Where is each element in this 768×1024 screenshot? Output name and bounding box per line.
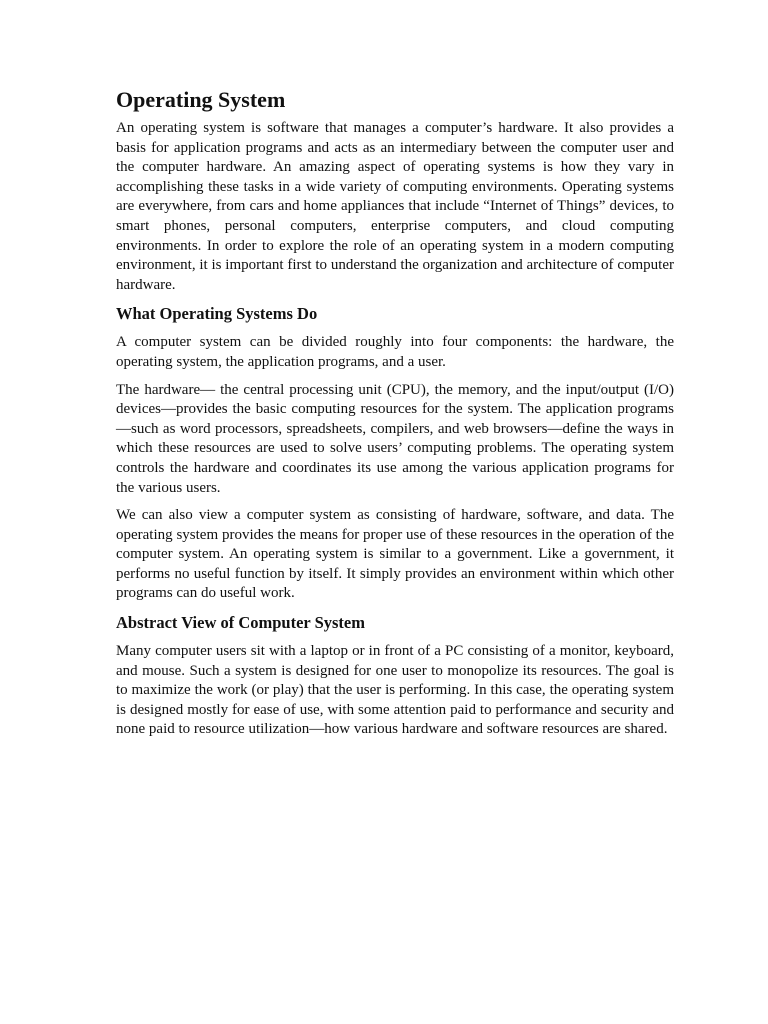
section-heading-what-os-do: What Operating Systems Do: [116, 304, 318, 324]
page-title: Operating System: [116, 87, 286, 112]
intro-paragraph: An operating system is software that manages a computer’s hardware. It also provides a basis for application programs and acts as an intermediary between the computer user and the computer hardware. An amazing aspect of operating systems is how they vary in accomplishing these tasks in a wide variety of computing environments. Operating systems are everywhere, from cars and home appliances that include “Internet of Things” devices, to smart phones, personal computers, enterprise computers, and cloud computing environments. In order to explore the role of an operating system in a modern computing environment, it is important first to understand the organization and architecture of computer hardware.: [116, 120, 674, 293]
section-heading-abstract-view: Abstract View of Computer System: [116, 613, 365, 633]
document-body: [116, 86, 674, 748]
paragraph-single-user-pc: Many computer users sit with a laptop or in front of a PC consisting of a monitor, keyboard, and mouse. Such a system is designed for one user to monopolize its resources. The goal is to maximize the work (or play) that the user is performing. In this case, the operating system is designed mostly for ease of use, with some attention paid to performance and security and none paid to resource utilization—how various hardware and software resources are shared.: [116, 643, 674, 738]
paragraph-government-analogy: We can also view a computer system as consisting of hardware, software, and data. The operating system provides the means for proper use of these resources in the operation of the computer system. An operating system is similar to a government. Like a government, it performs no useful function by itself. It simply provides an environment within which other programs can do useful work.: [116, 507, 674, 602]
paragraph-four-components: A computer system can be divided roughly into four components: the hardware, the operating system, the application programs, and a user.: [116, 334, 674, 370]
paragraph-hardware-role: The hardware— the central processing unit (CPU), the memory, and the input/output (I/O) devices—provides the basic computing resources for the system. The application programs—such as word processors, spreadsheets, compilers, and web browsers—define the ways in which these resources are used to solve users’ computing problems. The operating system controls the hardware and coordinates its use among the various application programs for the various users.: [116, 381, 674, 496]
